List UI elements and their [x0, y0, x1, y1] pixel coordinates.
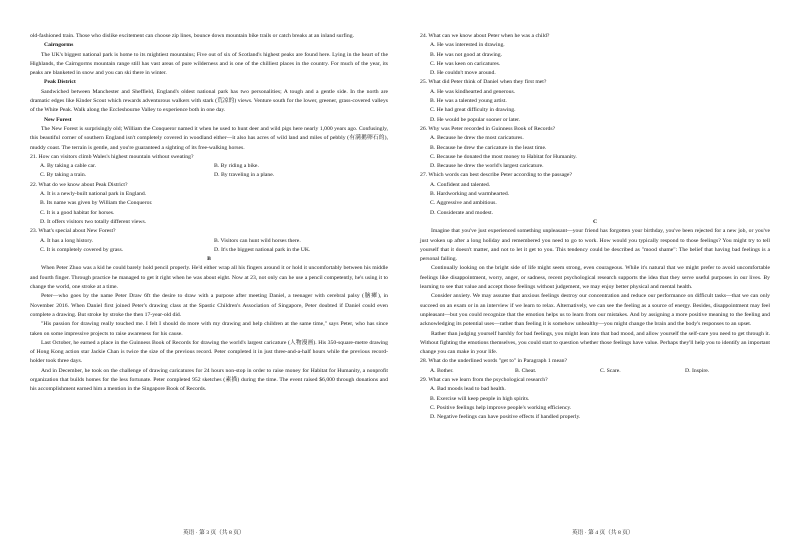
left-column: [30, 32, 388, 395]
section-heading: New Forest: [44, 116, 72, 123]
option-21d: D. By traveling in a plane.: [214, 172, 275, 179]
option-28b: B. Cheat.: [515, 367, 537, 374]
option-25c: C. He had great difficulty in drawing.: [430, 107, 516, 114]
right-column: [420, 32, 770, 422]
question-23: 23. What's special about New Forest?: [30, 228, 116, 235]
option-29c: C. Positive feelings help improve people's working efficiency.: [430, 404, 572, 411]
options-21: [30, 171, 388, 180]
options-21: [30, 162, 388, 171]
option-22b: B. Its name was given by William the Conqueror.: [40, 200, 153, 207]
option-29d: D. Negative feelings can have positive effects if handled properly.: [430, 414, 581, 421]
option-23c: C. It is completely covered by grass.: [40, 246, 124, 253]
passage-c-paragraph: Consider anxiety. We may assume that anxious feelings destroy our concentration and reduce our performance on difficult tasks—that we can only succeed on an exam or in an interview if we learn to relax. Alternatively, we can see the feeling as a source of energy. Besides, disappointment may feel unpleasant—but you could recognize that the emotion helps us to learn from our mistakes. And by assigning a more positive meaning to the feeling and acknowledging its potential uses—rather than feeling it is somehow unhealthy—you might change the brain and the body's responses to an upset.: [420, 293, 770, 328]
option-24b: B. He was not good at drawing.: [430, 51, 503, 58]
option-26a: A. Because he drew the most caricatures.: [430, 135, 524, 142]
section-b-heading: B: [207, 256, 211, 263]
option-21b: B. By riding a bike.: [214, 163, 259, 170]
options-23: [30, 246, 388, 255]
passage-c-paragraph: Rather than judging yourself harshly for bad feelings, you might lean into that bad mood, and allow yourself the self-care you need to get through it. Without fighting the emotions themselves, you could start to question whether those feelings have value. Perhaps they'll help you to identify an important change you can make in your life.: [420, 330, 770, 356]
option-25d: D. He would be popular sooner or later.: [430, 116, 521, 123]
options-23: [30, 237, 388, 246]
option-22c: C. It is a good habitat for horses.: [40, 209, 115, 216]
option-27d: D. Considerate and modest.: [430, 209, 494, 216]
option-27b: B. Hardworking and warmhearted.: [430, 191, 510, 198]
passage-a-paragraph: old-fashioned train. Those who dislike excitement can choose zip lines, bounce down mountain bike trails or catch breaks at an inland surfing.: [30, 33, 354, 39]
option-23d: D. It's the biggest national park in the UK.: [214, 246, 311, 253]
passage-c-paragraph: Imagine that you've just experienced something unpleasant—your friend has forgotten your birthday, you've been rejected for a new job, or you've just woken up after a long holiday and remembered you need to go to work. How would you typically respond to those feelings? You might try to tell yourself that it doesn't matter, and not to let it get to you. This tendency could be described as "mood shame": The belief that having bad feelings is a personal failing.: [420, 228, 770, 263]
question-22: 22. What do we know about Peak District?: [30, 181, 128, 188]
passage-b-paragraph: Last October, he earned a place in the Guinness Book of Records for drawing the world's largest caricature (人物漫画). His 350-square-metre drawing of Hong Kong action star Jackie Chan is twice the size of the previous record. Peter completed it in just three-and-a-half hours while the previous record-holder took three days.: [30, 339, 388, 365]
option-24d: D. He couldn't move around.: [430, 70, 496, 77]
question-29: 29. What can we learn from the psychological research?: [420, 376, 548, 383]
passage-c-paragraph: Continually looking on the bright side of life might seem strong, even courageous. While it's natural that we might prefer to avoid uncomfortable feelings like disappointment, worry, anger, or sadness, recent psychological research supports the idea that they serve useful purposes in our lives. By learning to see that value and accept those feelings without judgement, we may enjoy better physical and mental health.: [420, 265, 770, 291]
section-heading: Peak District: [44, 79, 76, 86]
question-27: 27. Which words can best describe Peter according to the passage?: [420, 172, 572, 179]
option-28d: D. Inspire.: [685, 367, 710, 374]
option-26d: D. Because he drew the world's largest caricature.: [430, 163, 544, 170]
option-27c: C. Aggressive and ambitious.: [430, 200, 497, 207]
question-26: 26. Why was Peter recorded in Guinness Book of Records?: [420, 125, 556, 132]
option-27a: A. Confident and talented.: [430, 181, 491, 188]
question-24: 24. What can we know about Peter when he was a child?: [420, 33, 550, 39]
page-footer-left: 英语 · 第 3 页（共 8 页）: [183, 530, 245, 536]
option-26c: C. Because he donated the most money to Habitat for Humanity.: [430, 153, 577, 160]
page-footer-right: 英语 · 第 4 页（共 8 页）: [572, 530, 634, 536]
passage-b-paragraph: "His passion for drawing really touched me. I felt I should do more with my drawing and help children at the same time," says Peter, who has since taken on some impressive projects to raise awareness for his cause.: [30, 321, 388, 337]
question-21: 21. How can visitors climb Wales's highest mountain without sweating?: [30, 153, 194, 160]
option-24a: A. He was interested in drawing.: [430, 42, 505, 49]
passage-a-paragraph: The UK's biggest national park is home to its mightiest mountains; Five out of six of Scotland's highest peaks are found here. Lying in the heart of the Highlands, the Cairngorms mountain range still has vast areas of pure wilderness and is one of the chilliest places in the country. For much of the year, its peaks are blanketed in snow and you can ski there in winter.: [30, 51, 388, 77]
passage-b-paragraph: When Peter Zhuo was a kid he could barely hold pencil properly. He'd either wrap all his fingers around it or hold it uncomfortably between his middle and fourth finger. Through practice he managed to get it right when he was about eight. Now at 23, not only can he use a pencil competently, he's using it to change the world, one stroke at a time.: [30, 265, 388, 291]
option-23b: B. Visitors can hunt wild horses there.: [214, 237, 301, 244]
passage-b-paragraph: Peter—who goes by the name Peter Draw 6ft the desire to draw with a purpose after meeting Daniel, a teenager with cerebral palsy (脑瘫), in November 2016. When Daniel first joined Peter's drawing class at the Spastic Children's Association of Singapore, Peter doubted if Daniel could even complete a drawing. But stroke by stroke the then 17-year-old did.: [30, 293, 388, 318]
option-21c: C. By taking a train.: [40, 172, 87, 179]
passage-a-paragraph: The New Forest is surprisingly old; William the Conqueror named it when he used to hunt deer and wild pigs here nearly 1,000 years ago. Confusingly, this beautiful corner of southern England isn't completely covered in woodland either—it also has acres of wild land and miles of pebbly (有满鹅卵石的), muddy coast. The terrain is gentle, and you're guaranteed a sighting of its free-walking horses.: [30, 125, 388, 151]
option-25b: B. He was a talented young artist.: [430, 98, 507, 105]
section-c-heading: C: [592, 218, 598, 225]
options-28: [420, 367, 770, 376]
option-25a: A. He was kindhearted and generous.: [430, 88, 516, 95]
option-24c: C. He was keen on caricatures.: [430, 60, 501, 67]
option-29a: A. Bad moods lead to bad health.: [430, 386, 506, 393]
option-28c: C. Scare.: [600, 367, 621, 374]
option-23a: A. It has a long history.: [40, 237, 94, 244]
question-25: 25. What did Peter think of Daniel when they first met?: [420, 79, 547, 86]
option-29b: B. Exercise will keep people in high spirits.: [430, 395, 530, 402]
option-21a: A. By taking a cable car.: [40, 163, 97, 170]
option-22a: A. It is a newly-built national park in England.: [40, 191, 147, 198]
question-28: 28. What do the underlined words "get to" in Paragraph 1 mean?: [420, 358, 568, 365]
passage-a-paragraph: Sandwiched between Manchester and Sheffield, England's oldest national park has two personalities; A tough and a gentle side. In the north are dramatic edges like Kinder Scout which rewards adventurous walkers with stark (荒凉的) views. Venture south for the lower, greener, grass-covered valleys of the White Peak. Walk along the Eccleshourne Valley to experience both in one day.: [30, 88, 388, 114]
option-22d: D. It offers visitors two totally different views.: [40, 218, 147, 225]
option-26b: B. Because he drew the caricature in the least time.: [430, 144, 547, 151]
passage-b-paragraph: And in December, he took on the challenge of drawing caricatures for 24 hours non-stop in order to raise money for Habitat for Humanity, a nonprofit organization that builds homes for the less fortunate. Peter completed 952 sketches (素描) during the time. The event raised $6,000 through donations and his accomplishment earned him a mention in the Singapore Book of Records.: [30, 367, 388, 393]
section-heading: Cairngorms: [44, 42, 74, 49]
option-28a: A. Bother.: [430, 367, 454, 374]
